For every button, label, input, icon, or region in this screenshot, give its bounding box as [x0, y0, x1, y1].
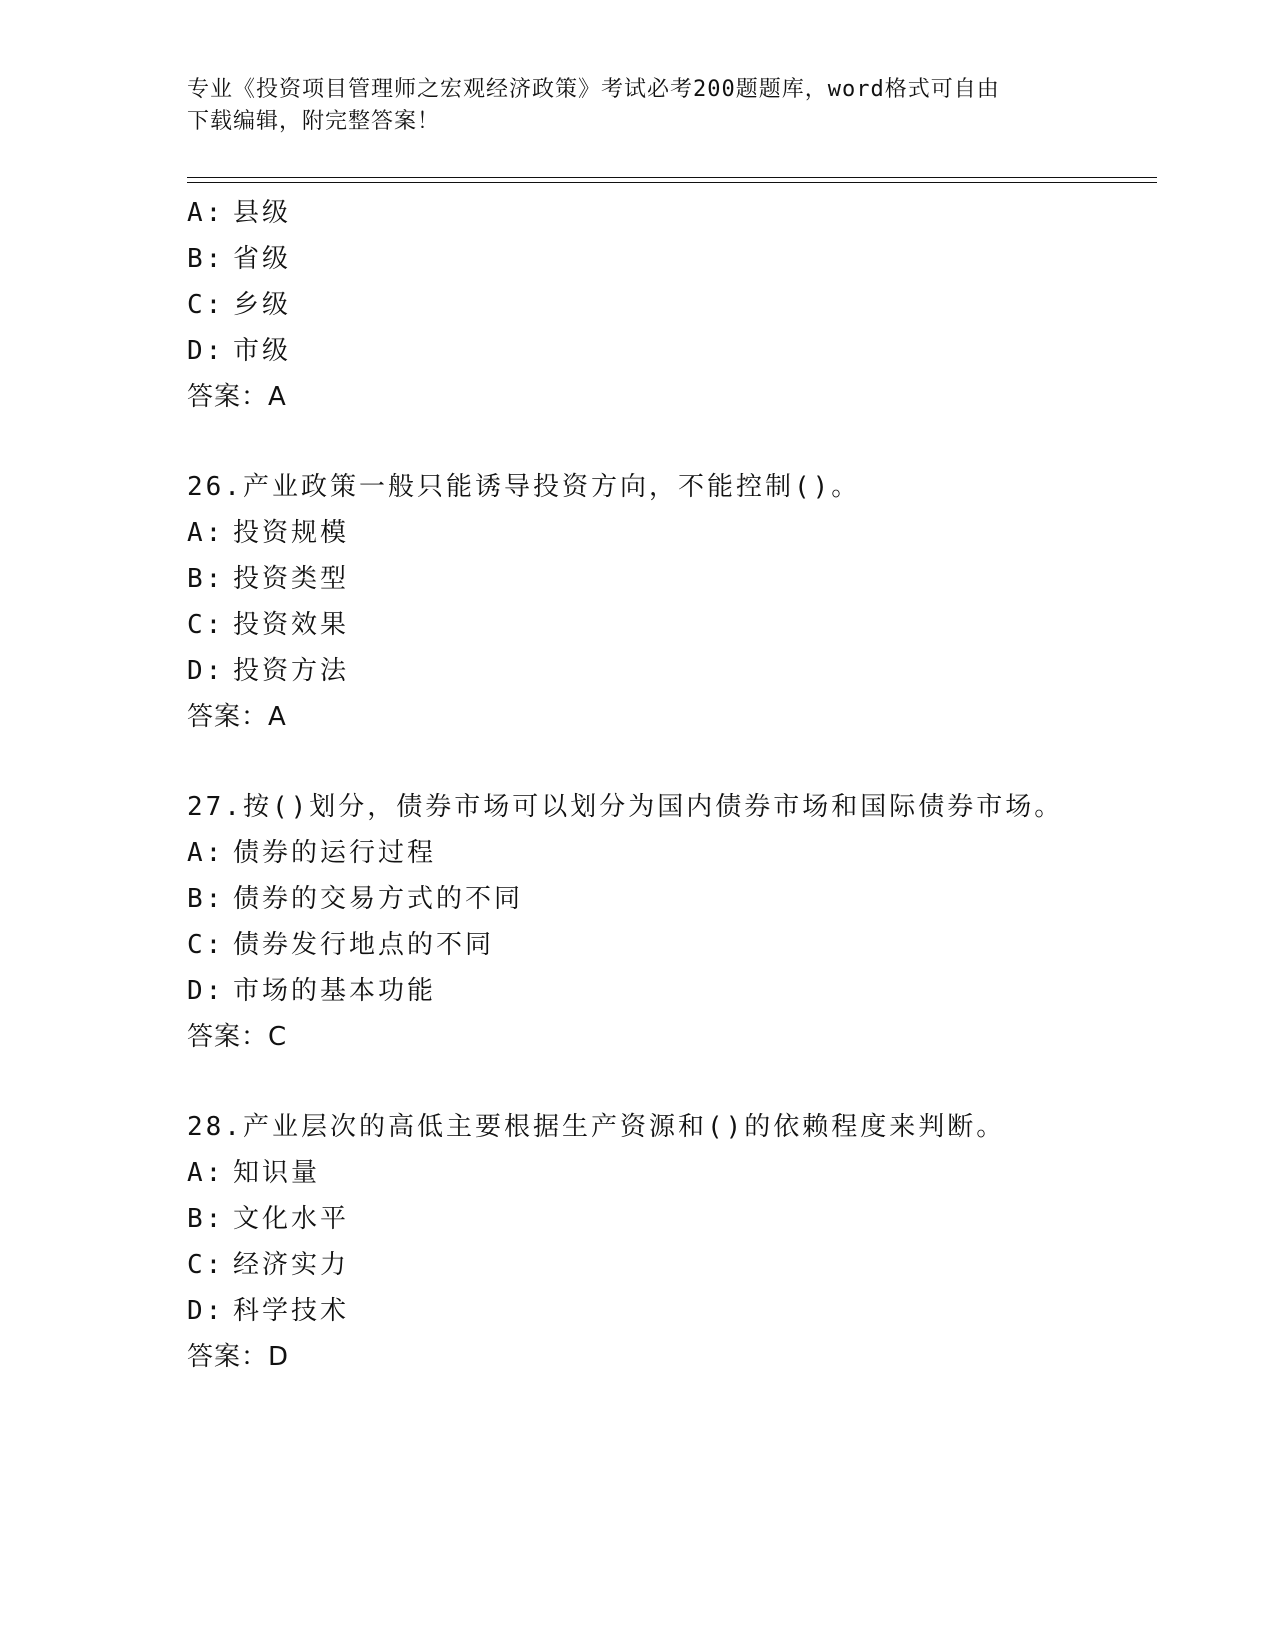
- option-b: [187, 876, 1147, 922]
- question-stem: 28.产业层次的高低主要根据生产资源和()的依赖程度来判断。: [187, 1112, 1006, 1142]
- option-label: B:: [187, 244, 225, 274]
- option-d: [187, 1288, 1147, 1334]
- option-label: B:: [187, 884, 225, 914]
- option-text: 市场的基本功能: [233, 976, 437, 1006]
- option-text: 投资规模: [233, 518, 350, 548]
- option-c: [187, 1242, 1147, 1288]
- option-c: [187, 602, 1147, 648]
- header-divider-top: [187, 177, 1157, 178]
- question-spacer: [187, 740, 1147, 784]
- option-a: [187, 830, 1147, 876]
- option-label: C:: [187, 610, 225, 640]
- option-text: 债券的运行过程: [233, 838, 437, 868]
- answer: 答案：A: [187, 382, 287, 412]
- answer: 答案：C: [187, 1022, 288, 1052]
- question-block-27: [187, 784, 1147, 1060]
- question-list: [187, 190, 1147, 1380]
- option-d: [187, 648, 1147, 694]
- question-spacer: [187, 420, 1147, 464]
- answer: 答案：D: [187, 1342, 290, 1372]
- option-label: D:: [187, 976, 225, 1006]
- option-label: A:: [187, 518, 225, 548]
- option-text: 文化水平: [233, 1204, 350, 1234]
- question-block-28: [187, 1104, 1147, 1380]
- option-label: C:: [187, 290, 225, 320]
- option-b: [187, 236, 1147, 282]
- option-label: B:: [187, 564, 225, 594]
- option-text: 科学技术: [233, 1296, 350, 1326]
- option-c: [187, 282, 1147, 328]
- option-text: 乡级: [233, 290, 292, 320]
- question-block-partial: [187, 190, 1147, 420]
- option-text: 知识量: [233, 1158, 321, 1188]
- option-label: C:: [187, 1250, 225, 1280]
- option-text: 县级: [233, 198, 292, 228]
- option-b: [187, 556, 1147, 602]
- option-text: 省级: [233, 244, 292, 274]
- option-label: D:: [187, 1296, 225, 1326]
- question-block-26: [187, 464, 1147, 740]
- option-label: C:: [187, 930, 225, 960]
- document-header: [187, 74, 1087, 138]
- answer: 答案：A: [187, 702, 287, 732]
- option-text: 投资方法: [233, 656, 350, 686]
- question-stem: 27.按()划分，债券市场可以划分为国内债券市场和国际债券市场。: [187, 792, 1064, 822]
- option-d: [187, 328, 1147, 374]
- option-text: 债券的交易方式的不同: [233, 884, 524, 914]
- header-divider-bottom: [187, 182, 1157, 183]
- question-stem: 26.产业政策一般只能诱导投资方向，不能控制()。: [187, 472, 861, 502]
- option-label: B:: [187, 1204, 225, 1234]
- question-spacer: [187, 1060, 1147, 1104]
- option-c: [187, 922, 1147, 968]
- header-line-1: 专业《投资项目管理师之宏观经济政策》考试必考200题题库，word格式可自由: [187, 77, 1000, 102]
- option-b: [187, 1196, 1147, 1242]
- option-text: 投资类型: [233, 564, 350, 594]
- option-label: D:: [187, 336, 225, 366]
- header-line-2: 下载编辑，附完整答案！: [187, 109, 441, 134]
- option-label: D:: [187, 656, 225, 686]
- option-label: A:: [187, 1158, 225, 1188]
- option-a: [187, 1150, 1147, 1196]
- option-text: 经济实力: [233, 1250, 350, 1280]
- option-a: [187, 510, 1147, 556]
- option-label: A:: [187, 198, 225, 228]
- option-text: 债券发行地点的不同: [233, 930, 495, 960]
- option-text: 市级: [233, 336, 292, 366]
- option-label: A:: [187, 838, 225, 868]
- option-d: [187, 968, 1147, 1014]
- option-a: [187, 190, 1147, 236]
- option-text: 投资效果: [233, 610, 350, 640]
